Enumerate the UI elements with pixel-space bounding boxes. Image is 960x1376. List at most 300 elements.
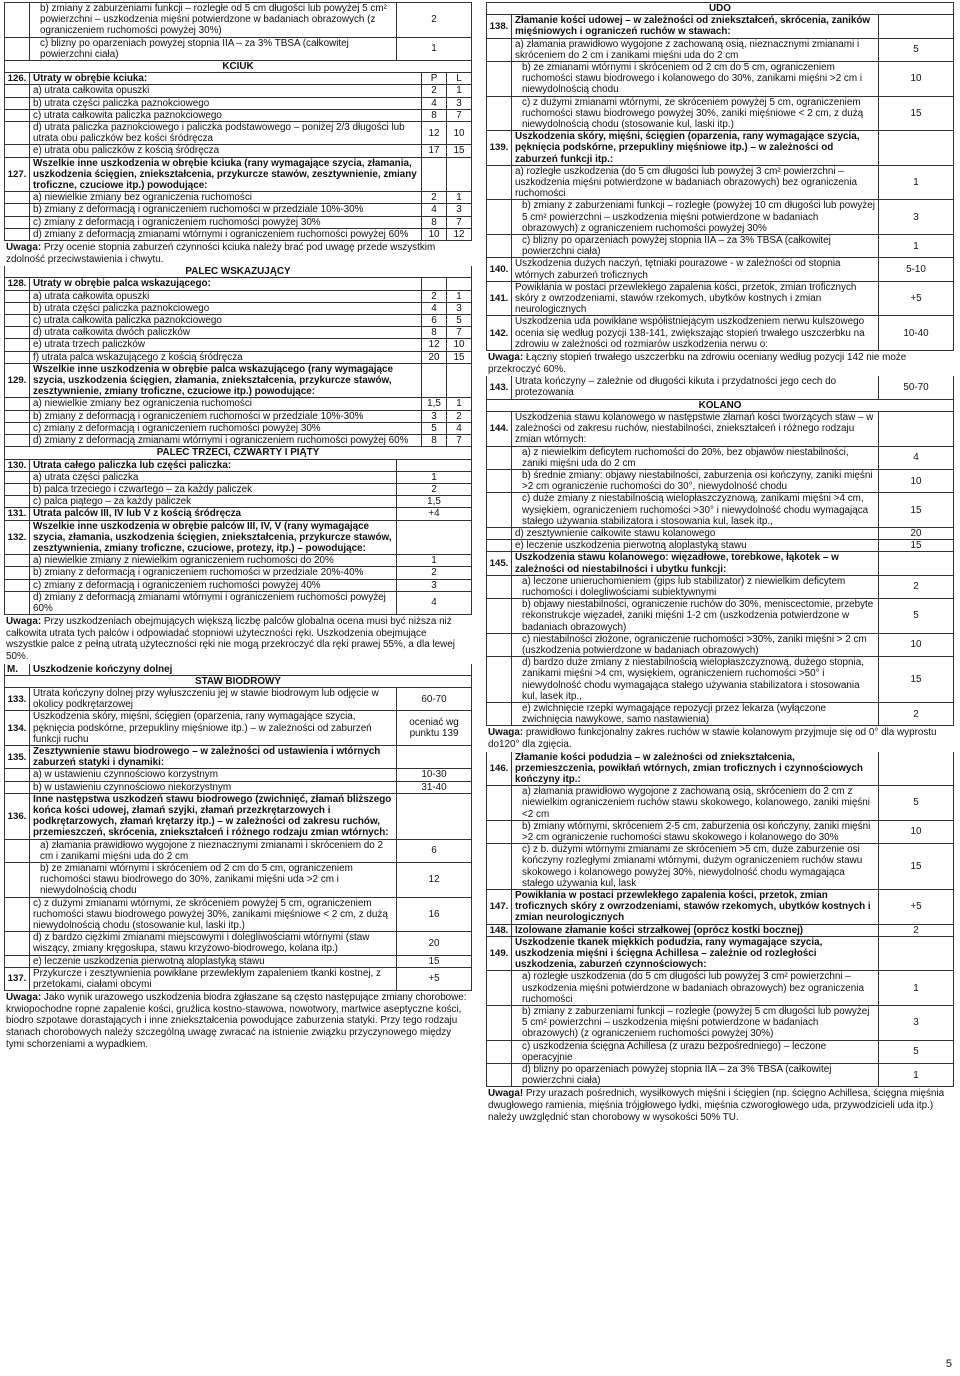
percentage-value: 10-40 bbox=[878, 316, 954, 350]
value-right-hand: 4 bbox=[421, 98, 446, 109]
item-number bbox=[4, 145, 30, 156]
percentage-value: 5-10 bbox=[878, 258, 954, 280]
value-right-hand: 2 bbox=[421, 85, 446, 96]
note-paragraph bbox=[486, 726, 954, 751]
table-row bbox=[4, 291, 472, 303]
table-row bbox=[4, 278, 472, 290]
percentage-value bbox=[878, 131, 954, 165]
table-row bbox=[4, 73, 472, 85]
item-number bbox=[486, 657, 512, 702]
item-description: c) z b. dużymi wtórnymi zmianami ze skróceniem >5 cm, duże zaburzenie osi kończyny rozległymi zmianami wtórnymi, dużym ograniczeniem ruchów stawu skokowego i kolanowego powyżej 30%, niewydolność chodu wymagająca stałego używania kul, lask bbox=[522, 844, 863, 889]
item-description: b) zmiany z deformacją i ograniczeniem ruchomości w przedziale 10%-30% bbox=[33, 410, 364, 422]
item-number bbox=[4, 435, 30, 446]
item-description: b) zmiany z zaburzeniami funkcji – rozległe (powyżej 5 cm długości lub powyżej 5 cm² powierzchni – uszkodzenia mięśni potwierdzone w badaniach obrazowych) (z ograniczeniem ruchomości powyżej 30%) bbox=[522, 1006, 870, 1040]
table-row bbox=[4, 956, 472, 968]
item-description: Utrata kończyny – zależnie od długości kikuta i przydatności jego cech do protezowania bbox=[515, 376, 837, 399]
item-number bbox=[486, 97, 512, 131]
item-number bbox=[4, 496, 30, 507]
table-row bbox=[4, 472, 472, 484]
table-row bbox=[4, 110, 472, 122]
percentage-value: 10-30 bbox=[396, 769, 472, 780]
item-number: 133. bbox=[4, 688, 30, 710]
table-row bbox=[4, 840, 472, 863]
note-paragraph bbox=[486, 351, 954, 376]
item-description: Powikłania w postaci przewlekłego zapalenia kości, przetok, zmian troficznych skóry z owrzodzeniami, stawów rzekomych, ubytków kostnych i zmian neurologicznych bbox=[515, 890, 871, 924]
item-number: 129. bbox=[4, 364, 30, 398]
table-row bbox=[4, 85, 472, 97]
item-number bbox=[486, 599, 512, 633]
item-number bbox=[4, 204, 30, 215]
item-number: 149. bbox=[486, 937, 512, 971]
table-row bbox=[486, 39, 954, 62]
note-paragraph bbox=[4, 615, 472, 663]
item-number bbox=[4, 85, 30, 96]
item-number bbox=[486, 470, 512, 492]
percentage-value: 12 bbox=[396, 863, 472, 897]
table-row bbox=[4, 352, 472, 364]
item-number bbox=[4, 303, 30, 314]
percentage-value: 15 bbox=[878, 493, 954, 527]
percentage-value bbox=[878, 15, 954, 37]
item-description: d) zesztywnienie całkowite stawu kolanowego bbox=[515, 527, 716, 539]
item-number: 132. bbox=[4, 521, 30, 555]
item-number bbox=[4, 315, 30, 326]
note-text: prawidłowo funkcjonalny zakres ruchów w stawie kolanowym przyjmuje się od 0° dla wyprostu do120° dla zgięcia. bbox=[488, 727, 937, 750]
item-description: c) blizny po oparzeniach powyżej stopnia IIA – za 3% TBSA (całkowitej powierzchni ciała) bbox=[522, 235, 831, 258]
table-row bbox=[4, 508, 472, 520]
value-right-hand: 8 bbox=[421, 110, 446, 121]
value-left-hand: 3 bbox=[446, 204, 472, 215]
percentage-value: 1 bbox=[878, 235, 954, 257]
item-number bbox=[486, 528, 512, 539]
section-heading-label: UDO bbox=[486, 3, 954, 14]
value-left-hand bbox=[446, 364, 472, 398]
item-description: c) blizny po oparzeniach powyżej stopnia IIA – za 3% TBSA (całkowitej powierzchni ciała) bbox=[40, 37, 349, 60]
percentage-value: 4 bbox=[396, 592, 472, 614]
item-description: b) utrata części paliczka paznokciowego bbox=[33, 97, 210, 109]
item-number: 127. bbox=[4, 158, 30, 192]
section-heading bbox=[4, 61, 472, 73]
item-number: 135. bbox=[4, 746, 30, 768]
table-row bbox=[4, 863, 472, 898]
item-description: Utrata całego paliczka lub części paliczka: bbox=[33, 459, 232, 471]
table-row bbox=[486, 786, 954, 821]
table-row bbox=[486, 937, 954, 972]
table-row bbox=[4, 932, 472, 955]
item-number bbox=[4, 956, 30, 967]
value-right-hand: 8 bbox=[421, 435, 446, 446]
item-number bbox=[486, 62, 512, 96]
percentage-value: +5 bbox=[878, 890, 954, 924]
item-number bbox=[486, 634, 512, 656]
table-row bbox=[4, 746, 472, 769]
table-row bbox=[4, 567, 472, 579]
table-row bbox=[486, 844, 954, 890]
percentage-value: 3 bbox=[396, 580, 472, 591]
value-left-hand: 1 bbox=[446, 291, 472, 302]
item-description: c) palca piątego – za każdy paliczek bbox=[33, 496, 192, 508]
table-row bbox=[486, 412, 954, 447]
item-number bbox=[486, 235, 512, 257]
item-description: Inne następstwa uszkodzeń stawu biodrowego (zwichnięć, złamań bliższego końca kości udowej, złamań szyjki, złamań przezkrętarzowych i podkrętarzowych, złamań krętarzy itp.) – w zależności od zakresu ruchów, przemieszczeń, skrócenia, zniekształceń i różnego rodzaju zmian wtórnych: bbox=[33, 793, 392, 839]
value-right-hand: 3 bbox=[421, 411, 446, 422]
item-number: 130. bbox=[4, 460, 30, 471]
value-left-hand: 1 bbox=[446, 192, 472, 203]
item-description: Uszkodzenie tkanek miękkich podudzia, rany wymagające szycia, uszkodzenia mięśni i ścięgna Achillesa – zależnie od rozległości uszkodzenia, zaburzeń czynnościowych: bbox=[515, 936, 823, 971]
item-number bbox=[4, 567, 30, 578]
item-number: 128. bbox=[4, 278, 30, 289]
item-description: c) utrata całkowita paliczka paznokciowego bbox=[33, 315, 222, 327]
item-number bbox=[4, 472, 30, 483]
table-row bbox=[486, 200, 954, 235]
item-number bbox=[486, 166, 512, 200]
item-description: Wszelkie inne uszkodzenia w obrębie palców III, IV, V (rany wymagające szycia, złamania, uszkodzenia ścięgien, zniekształcenia, przykurcze stawów, zesztywnienia, zmiany troficzne, czuciowe, protezy, itp.) – powodujące: bbox=[33, 520, 392, 554]
item-number bbox=[486, 493, 512, 527]
item-description: e) leczenie uszkodzenia pierwotną aloplastyką stawu bbox=[515, 540, 747, 552]
item-number: 138. bbox=[486, 15, 512, 37]
table-row bbox=[4, 145, 472, 157]
table-row bbox=[4, 555, 472, 567]
table-row bbox=[486, 890, 954, 925]
table-row bbox=[486, 552, 954, 575]
item-description: Zesztywnienie stawu biodrowego – w zależności od ustawienia i wtórnych zaburzeń statyki i dynamiki: bbox=[33, 745, 381, 769]
section-heading bbox=[486, 2, 954, 15]
percentage-value bbox=[396, 460, 472, 471]
item-description: Uszkodzenia skóry, mięśni, ścięgien (oparzenia, rany wymagające szycia, pęknięcia podskórne, przepukliny mięśniowe itp.) – w zależności od zaburzeń funkcji ruchu bbox=[33, 711, 372, 745]
section-heading-label: PALEC WSKAZUJĄCY bbox=[4, 266, 472, 277]
item-number bbox=[4, 291, 30, 302]
item-description: b) zmiany z deformacją i ograniczeniem ruchomości w przedziale 20%-40% bbox=[33, 567, 364, 579]
item-number: 139. bbox=[486, 131, 512, 165]
percentage-value bbox=[396, 746, 472, 768]
item-description: b) w ustawieniu czynnościowo niekorzystnym bbox=[33, 781, 232, 793]
table-row bbox=[4, 484, 472, 496]
note-label: Uwaga: bbox=[488, 727, 524, 739]
item-description: d) utrata całkowita dwóch paliczków bbox=[33, 327, 190, 339]
item-description: b) objawy niestabilności, ograniczenie ruchów do 30%, meniscectomie, przebyte rekonstrukcje więzadeł, zaniki mięśni 1-2 cm (uszkodzenia potwierdzone w badaniach obrazowych) bbox=[522, 599, 874, 633]
item-description: Przykurcze i zesztywnienia powikłane przewlekłym zapaleniem tkanki kostnej, z przetokami, ciałami obcymi bbox=[33, 967, 381, 990]
value-right-hand: 12 bbox=[421, 339, 446, 350]
table-row bbox=[486, 166, 954, 201]
table-row bbox=[486, 447, 954, 470]
table-row bbox=[4, 769, 472, 781]
table-row bbox=[486, 971, 954, 1006]
table-row bbox=[4, 38, 472, 61]
item-description: Złamanie kości udowej – w zależności od zniekształceń, skrócenia, zaników mięśniowych i ograniczeń ruchów w stawach: bbox=[515, 15, 871, 38]
table-row bbox=[4, 364, 472, 399]
table-row bbox=[4, 204, 472, 216]
item-description: b) palca trzeciego i czwartego – za każdy paliczek bbox=[33, 483, 253, 495]
item-number bbox=[486, 39, 512, 61]
note-text: Łączny stopień trwałego uszczerbku na zdrowiu oceniany według pozycji 142 nie może przekroczyć 60%. bbox=[488, 352, 907, 375]
item-number bbox=[486, 703, 512, 725]
section-heading-label: PALEC TRZECI, CZWARTY I PIĄTY bbox=[4, 447, 472, 458]
table-row bbox=[486, 1041, 954, 1064]
item-number bbox=[4, 98, 30, 109]
item-description: e) utrata trzech paliczków bbox=[33, 339, 145, 351]
percentage-value: 16 bbox=[396, 898, 472, 932]
value-right-hand: 2 bbox=[421, 192, 446, 203]
percentage-value: 5 bbox=[878, 786, 954, 820]
item-description: b) zmiany z zaburzeniami funkcji – rozległe od 5 cm długości lub powyżej 5 cm² powierzchni – uszkodzenia mięśni potwierdzone w badaniach obrazowych (z ograniczeniem ruchomości powyżej 30%) bbox=[40, 3, 387, 37]
item-number bbox=[486, 576, 512, 598]
note-text: Przy uszkodzeniach obejmujących większą liczbę palców globalna ocena musi być niższa niż całkowita utrata tych palców i odpowiadać stopniowi użyteczności ręki. Uszkodzenia obejmujące wszystkie palce z pełną utratą użyteczności ręki nie mogą przekroczyć dla ręki prawej 55%, a dla lewej 50%. bbox=[6, 616, 455, 662]
item-number bbox=[4, 229, 30, 240]
table-row bbox=[486, 703, 954, 726]
table-row bbox=[486, 62, 954, 97]
item-number: 140. bbox=[486, 258, 512, 280]
chapter-letter: M. bbox=[4, 664, 30, 675]
note-label: Uwaga: bbox=[6, 616, 42, 628]
item-number bbox=[4, 398, 30, 409]
percentage-value: 50-70 bbox=[878, 376, 954, 398]
chapter-title: Uszkodzenie kończyny dolnej bbox=[30, 664, 472, 675]
value-left-hand: 7 bbox=[446, 110, 472, 121]
value-left-hand: 5 bbox=[446, 315, 472, 326]
percentage-value: +5 bbox=[396, 968, 472, 990]
section-heading bbox=[4, 266, 472, 278]
section-heading-label: KCIUK bbox=[4, 61, 472, 72]
item-number: 134. bbox=[4, 711, 30, 745]
item-number: 146. bbox=[486, 752, 512, 786]
item-number bbox=[4, 484, 30, 495]
percentage-value: 15 bbox=[878, 657, 954, 702]
table-row bbox=[4, 782, 472, 794]
item-description: Utraty w obrębie palca wskazującego: bbox=[33, 278, 211, 290]
item-number bbox=[4, 110, 30, 121]
item-number: 147. bbox=[486, 890, 512, 924]
table-row bbox=[4, 229, 472, 241]
value-left-hand: 15 bbox=[446, 352, 472, 363]
item-description: Złamanie kości podudzia – w zależności od zniekształcenia, przemieszczenia, powikłań wtórnych, zmian troficznych i czynnościowych kończyny itp.: bbox=[515, 751, 863, 785]
item-description: a) z niewielkim deficytem ruchomości do 20%, bez objawów niestabilności, zaniki mięśni uda do 2 cm bbox=[522, 446, 849, 469]
item-number bbox=[4, 411, 30, 422]
item-number bbox=[486, 1064, 512, 1086]
item-description: Wszelkie inne uszkodzenia w obrębie kciuka (rany wymagające szycia, złamania, uszkodzenia ścięgien, zniekształcenia, przykurcze stawów, zesztywnienie, zmiany troficzne, czuciowe itp.) powodujące: bbox=[33, 157, 417, 192]
table-row bbox=[486, 235, 954, 258]
value-left-hand: 2 bbox=[446, 411, 472, 422]
item-description: d) zmiany z deformacją zmianami wtórnymi i ograniczeniem ruchomości powyżej 60% bbox=[33, 591, 386, 614]
item-description: b) utrata części paliczka paznokciowego bbox=[33, 302, 210, 314]
percentage-value: 2 bbox=[878, 925, 954, 936]
page-number: 5 bbox=[945, 1358, 952, 1370]
percentage-value: 2 bbox=[878, 576, 954, 598]
section-heading bbox=[4, 447, 472, 459]
section-heading bbox=[4, 676, 472, 688]
table-row bbox=[486, 821, 954, 844]
value-left-hand: 12 bbox=[446, 229, 472, 240]
item-number bbox=[486, 971, 512, 1005]
note-text: Przy ocenie stopnia zaburzeń czynności kciuka należy brać pod uwagę przede wszystkim zdolność przeciwstawienia i chwytu. bbox=[6, 242, 436, 265]
table-row bbox=[486, 493, 954, 528]
value-left-hand bbox=[446, 158, 472, 192]
table-row bbox=[4, 423, 472, 435]
section-heading-label: STAW BIODROWY bbox=[4, 676, 472, 687]
percentage-value: 10 bbox=[878, 634, 954, 656]
item-description: a) leczone unieruchomieniem (gips lub stabilizator) z niewielkim deficytem ruchomości i dolegliwościami subiektywnymi bbox=[522, 575, 846, 598]
value-left-hand: 3 bbox=[446, 98, 472, 109]
item-number bbox=[4, 782, 30, 793]
table-row bbox=[4, 460, 472, 472]
percentage-value: 2 bbox=[396, 3, 472, 37]
value-left-hand bbox=[446, 278, 472, 289]
value-right-hand: 10 bbox=[421, 229, 446, 240]
percentage-value: 4 bbox=[878, 447, 954, 469]
item-description: b) średnie zmiany: objawy niestabilności, zaburzenia osi kończyny, zaniki mięśni >2 cm ograniczenie ruchomości do 30°, niewydolność chodu bbox=[522, 469, 873, 493]
item-description: a) utrata całkowita opuszki bbox=[33, 85, 150, 97]
note-label: Uwaga: bbox=[488, 352, 524, 364]
table-row bbox=[4, 315, 472, 327]
item-description: a) rozległe uszkodzenia (do 5 cm długości lub powyżej 3 cm² powierzchni – uszkodzenia mięśni potwierdzone w badaniach obrazowych) bez ograniczenia ruchomości bbox=[522, 971, 864, 1005]
value-right-hand: 8 bbox=[421, 217, 446, 228]
percentage-value: 60-70 bbox=[396, 688, 472, 710]
item-number: 145. bbox=[486, 552, 512, 574]
value-right-hand: P bbox=[421, 73, 446, 84]
item-description: a) rozległe uszkodzenia (do 5 cm długości lub powyżej 3 cm² powierzchni – uszkodzenia mięśni potwierdzone w badaniach obrazowych) bez ograniczenia ruchomości bbox=[515, 165, 857, 200]
item-description: b) zmiany z zaburzeniami funkcji – rozległe (powyżej 10 cm długości lub powyżej 5 cm² powierzchni – uszkodzenia mięśni potwierdzone w badaniach obrazowych) z ograniczeniem ruchomości powyżej 30% bbox=[522, 200, 875, 234]
left-column bbox=[4, 2, 472, 1051]
item-description: Uszkodzenia skóry, mięśni, ścięgien (oparzenia, rany wymagające szycia, pęknięcia podskórne, przepukliny mięśniowe itp.) – w zależności od zaburzeń funkcji itp.: bbox=[515, 131, 860, 165]
item-number bbox=[4, 423, 30, 434]
table-row bbox=[486, 258, 954, 281]
item-description: Uszkodzenia uda powikłane współistniejącym uszkodzeniem nerwu kulszowego ocenia się według pozycji 138-141, zwiększając stopień trwałego uszczerbku na zdrowiu w zależności od rozmiarów uszkodzenia nerwu o: bbox=[515, 316, 865, 350]
table-row bbox=[4, 192, 472, 204]
value-right-hand: 4 bbox=[421, 303, 446, 314]
percentage-value bbox=[878, 752, 954, 786]
value-left-hand: 15 bbox=[446, 145, 472, 156]
percentage-value: 15 bbox=[878, 97, 954, 131]
item-number bbox=[4, 327, 30, 338]
percentage-value: 15 bbox=[396, 956, 472, 967]
table-row bbox=[486, 15, 954, 38]
item-number bbox=[486, 821, 512, 843]
percentage-value: 1 bbox=[878, 971, 954, 1005]
table-row bbox=[486, 657, 954, 703]
item-number: 136. bbox=[4, 794, 30, 839]
table-row bbox=[4, 580, 472, 592]
item-description: a) złamania prawidłowo wygojone z zachowaną osią, nieznacznymi zmianami i skróceniem do 2 cm i zanikami mięśni uda do 2 cm bbox=[515, 38, 860, 61]
item-description: a) niewielkie zmiany z niewielkim ograniczeniem ruchomości do 20% bbox=[33, 555, 334, 567]
value-right-hand bbox=[421, 278, 446, 289]
percentage-value: 20 bbox=[878, 528, 954, 539]
value-left-hand: 1 bbox=[446, 398, 472, 409]
percentage-value: 15 bbox=[878, 540, 954, 551]
value-left-hand: 1 bbox=[446, 85, 472, 96]
table-row bbox=[486, 1064, 954, 1087]
item-number: 144. bbox=[486, 412, 512, 446]
note-paragraph bbox=[4, 991, 472, 1051]
item-description: d) bardzo duże zmiany z niestabilnością wielopłaszczyznową, dużego stopnia, zanikami mięśni >4 cm, wysiękiem, ograniczeniem ruchomości >50° i niewydolność chodu wymagająca stałego używania stabilizatora i stosowania kul, lasek itp., bbox=[522, 657, 864, 702]
value-right-hand: 6 bbox=[421, 315, 446, 326]
table-row bbox=[486, 376, 954, 399]
table-row bbox=[486, 528, 954, 540]
table-row bbox=[4, 496, 472, 508]
item-description: b) zmiany z deformacją i ograniczeniem ruchomości w przedziale 10%-30% bbox=[33, 204, 364, 216]
item-description: Utrata kończyny dolnej przy wyłuszczeniu jej w stawie biodrowym lub odjęcie w okolicy podkrętarzowej bbox=[33, 687, 379, 711]
percentage-value: 10 bbox=[878, 470, 954, 492]
item-description: a) w ustawieniu czynnościowo korzystnym bbox=[33, 769, 218, 781]
percentage-value: 3 bbox=[878, 200, 954, 234]
item-number bbox=[4, 217, 30, 228]
value-right-hand bbox=[421, 158, 446, 192]
item-description: d) zmiany z deformacją zmianami wtórnymi i ograniczeniem ruchomości powyżej 60% bbox=[33, 228, 409, 240]
percentage-value: 20 bbox=[396, 932, 472, 954]
table-row bbox=[4, 339, 472, 351]
item-description: a) utrata części paliczka bbox=[33, 471, 139, 483]
item-number bbox=[4, 932, 30, 954]
note-label: Uwaga! bbox=[488, 1088, 524, 1100]
percentage-value: 2 bbox=[878, 703, 954, 725]
table-row bbox=[486, 576, 954, 599]
percentage-value: 1 bbox=[878, 1064, 954, 1086]
item-number bbox=[4, 840, 30, 862]
table-row bbox=[4, 592, 472, 615]
item-description: Utrata palców III, IV lub V z kością śródręcza bbox=[33, 508, 241, 520]
percentage-value: 1 bbox=[396, 472, 472, 483]
item-number bbox=[4, 352, 30, 363]
item-number bbox=[4, 38, 30, 60]
item-description: e) zwichnięcie rzepki wymagające repozycji przez lekarza (wyłączone zwichnięcia nawykowe, samo nastawienia) bbox=[522, 702, 827, 726]
value-right-hand: 1,5 bbox=[421, 398, 446, 409]
item-description: d) utrata paliczka paznokciowego i paliczka podstawowego – poniżej 2/3 długości lub utrata obu paliczków bez kości śródręcza bbox=[33, 122, 405, 145]
value-right-hand: 17 bbox=[421, 145, 446, 156]
item-description: a) niewielkie zmiany bez ograniczenia ruchomości bbox=[33, 398, 252, 410]
item-description: a) niewielkie zmiany bez ograniczenia ruchomości bbox=[33, 192, 252, 204]
percentage-value: 2 bbox=[396, 484, 472, 495]
value-left-hand: 4 bbox=[446, 423, 472, 434]
section-heading-label: KOLANO bbox=[486, 400, 954, 411]
percentage-value: 31-40 bbox=[396, 782, 472, 793]
item-description: c) utrata całkowita paliczka paznokciowego bbox=[33, 109, 222, 121]
item-number: 137. bbox=[4, 968, 30, 990]
table-row bbox=[4, 122, 472, 145]
percentage-value: 2 bbox=[396, 567, 472, 578]
item-description: Uszkodzenia dużych naczyń, tętniaki pourazowe - w zależności od stopnia wtórnych zaburzeń troficznych bbox=[515, 258, 841, 281]
note-paragraph bbox=[486, 1087, 954, 1124]
percentage-value: +4 bbox=[396, 508, 472, 519]
value-right-hand: 12 bbox=[421, 122, 446, 144]
note-text: Przy urazach pośrednich, wysiłkowych mięśni i ścięgien (np. ścięgno Achillesa, ścięgna mięśnia dwugłowego ramienia, mięśnia trójgłowego łydki, mięśnia czworogłowego uda, przywodzicieli uda itp.) należy uwzględnić stan chorobowy w wysokości 50% TU. bbox=[488, 1088, 945, 1123]
note-label: Uwaga: bbox=[6, 992, 42, 1004]
item-number bbox=[4, 192, 30, 203]
note-label: Uwaga: bbox=[6, 242, 42, 254]
table-row bbox=[486, 316, 954, 351]
table-row bbox=[486, 634, 954, 657]
value-right-hand: 5 bbox=[421, 423, 446, 434]
item-number bbox=[486, 844, 512, 889]
percentage-value: oceniać wg punktu 139 bbox=[396, 711, 472, 745]
table-row bbox=[4, 327, 472, 339]
percentage-value bbox=[878, 937, 954, 971]
item-number: 141. bbox=[486, 282, 512, 316]
item-number bbox=[4, 592, 30, 614]
table-row bbox=[486, 131, 954, 166]
item-number bbox=[486, 447, 512, 469]
right-column bbox=[486, 2, 954, 1124]
table-row bbox=[4, 398, 472, 410]
item-description: d) zmiany z deformacją zmianami wtórnymi i ograniczeniem ruchomości powyżej 60% bbox=[33, 435, 409, 447]
item-description: c) duże zmiany z niestabilnością wielopłaszczyznową, zanikami mięśni >4 cm, wysiękiem, ograniczeniem ruchomości >30° i niewydolność chodu wymagająca stałego używania stabilizatora i stosowania kul, lasek itp., bbox=[522, 493, 869, 527]
table-row bbox=[4, 2, 472, 38]
item-number: 131. bbox=[4, 508, 30, 519]
table-row bbox=[4, 217, 472, 229]
percentage-value: 1 bbox=[396, 38, 472, 60]
value-left-hand: 7 bbox=[446, 217, 472, 228]
table-row bbox=[4, 711, 472, 746]
item-number bbox=[4, 769, 30, 780]
table-row bbox=[486, 1006, 954, 1041]
item-description: d) blizny po oparzeniach powyżej stopnia IIA – za 3% TBSA (całkowitej powierzchni ciała) bbox=[522, 1064, 832, 1087]
